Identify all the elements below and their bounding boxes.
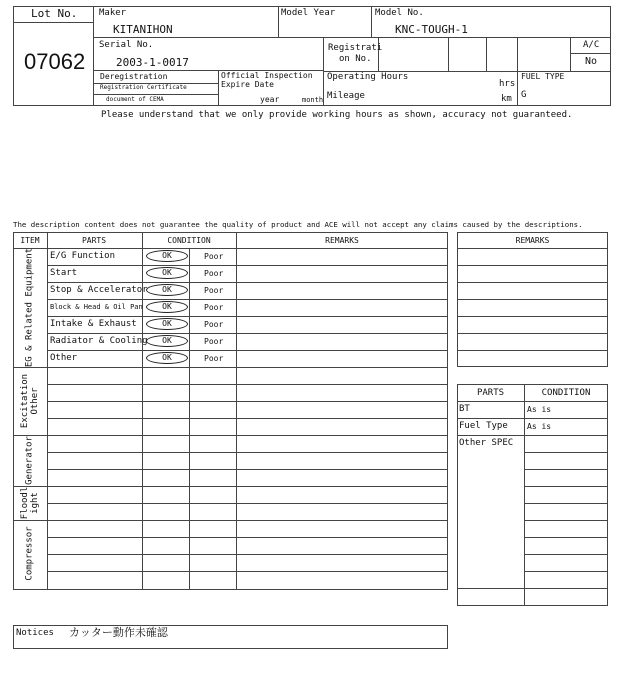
month-label: month bbox=[302, 96, 324, 104]
row-line bbox=[457, 350, 608, 351]
part-label: Stop & Accelerator bbox=[50, 285, 148, 295]
row-line bbox=[524, 571, 608, 572]
col-line bbox=[570, 37, 571, 71]
row-line bbox=[93, 94, 218, 95]
row-line bbox=[457, 401, 608, 402]
section-label: Generator bbox=[24, 435, 35, 485]
row-line bbox=[47, 537, 448, 538]
spec-condition: As is bbox=[527, 422, 552, 431]
row-line bbox=[47, 469, 448, 470]
spec-part: BT bbox=[459, 404, 470, 414]
row-line bbox=[47, 452, 448, 453]
row-line bbox=[524, 503, 608, 504]
header-line bbox=[457, 248, 608, 249]
row-line bbox=[47, 571, 448, 572]
part-label: Start bbox=[50, 268, 78, 278]
section-line bbox=[13, 486, 448, 487]
serial-label: Serial No. bbox=[99, 40, 154, 50]
spec-condition: As is bbox=[527, 405, 552, 414]
spec-part: Fuel Type bbox=[459, 421, 508, 431]
ok-mark[interactable]: OK bbox=[146, 284, 188, 296]
row-line bbox=[457, 435, 608, 436]
row-line bbox=[47, 299, 448, 300]
model-no-label: Model No. bbox=[375, 8, 424, 18]
model-no-value: KNC-TOUGH-1 bbox=[395, 23, 468, 36]
fuel-type-label: FUEL TYPE bbox=[521, 72, 565, 81]
part-label: Intake & Exhaust bbox=[50, 319, 137, 329]
maker-value: KITANIHON bbox=[113, 23, 173, 36]
poor-option[interactable]: Poor bbox=[204, 252, 224, 261]
ok-mark[interactable]: OK bbox=[146, 352, 188, 364]
section-label: Compressor bbox=[24, 526, 35, 581]
km-label: km bbox=[501, 94, 512, 104]
ok-mark[interactable]: OK bbox=[146, 301, 188, 313]
mileage-label: Mileage bbox=[327, 91, 365, 101]
col-line bbox=[278, 6, 279, 37]
registration-label-1: Registrati bbox=[328, 43, 383, 53]
row-line bbox=[457, 282, 608, 283]
part-label: E/G Function bbox=[50, 251, 116, 261]
row-line bbox=[47, 418, 448, 419]
row-line bbox=[93, 37, 611, 38]
inspection-label-2: Expire Date bbox=[221, 80, 274, 89]
col-line bbox=[323, 37, 324, 106]
poor-option[interactable]: Poor bbox=[204, 354, 224, 363]
part-label: Other bbox=[50, 353, 78, 363]
serial-value: 2003-1-0017 bbox=[116, 56, 189, 69]
row-line bbox=[47, 333, 448, 334]
row-line bbox=[524, 452, 608, 453]
row-line bbox=[47, 316, 448, 317]
hours-note: Please understand that we only provide working hours as shown, accuracy not guaranteed. bbox=[101, 110, 573, 120]
header-remarks: REMARKS bbox=[325, 236, 359, 245]
poor-option[interactable]: Poor bbox=[204, 269, 224, 278]
row-line bbox=[524, 486, 608, 487]
deregistration-label: Deregistration bbox=[100, 72, 168, 81]
section-line bbox=[13, 367, 448, 368]
registration-label-2: on No. bbox=[339, 54, 372, 64]
operating-hours-label: Operating Hours bbox=[327, 72, 409, 82]
ok-mark[interactable]: OK bbox=[146, 250, 188, 262]
part-label: Radiator & Cooling bbox=[50, 336, 148, 346]
row-line bbox=[570, 53, 611, 54]
header-condition: CONDITION bbox=[167, 236, 211, 245]
spec-part: Other SPEC bbox=[459, 438, 514, 448]
ok-mark[interactable]: OK bbox=[146, 318, 188, 330]
row-line bbox=[47, 401, 448, 402]
row-line bbox=[47, 350, 448, 351]
lot-label: Lot No. bbox=[31, 7, 78, 20]
ac-label: A/C bbox=[583, 40, 600, 50]
row-line bbox=[47, 265, 448, 266]
maker-label: Maker bbox=[99, 8, 127, 18]
row-line bbox=[457, 316, 608, 317]
col-line bbox=[486, 37, 487, 71]
notices-value: カッター動作未確認 bbox=[69, 626, 168, 639]
col-line bbox=[218, 70, 219, 106]
row-line bbox=[47, 384, 448, 385]
cema-label: document of CEMA bbox=[106, 96, 164, 103]
lot-number: 07062 bbox=[24, 49, 86, 74]
row-line bbox=[524, 554, 608, 555]
row-line bbox=[524, 537, 608, 538]
ok-mark[interactable]: OK bbox=[146, 335, 188, 347]
row-line bbox=[457, 418, 608, 419]
col-line bbox=[517, 37, 518, 106]
row-line bbox=[457, 588, 608, 589]
notices-label: Notices bbox=[16, 628, 54, 638]
row-line bbox=[524, 469, 608, 470]
col-line bbox=[448, 37, 449, 71]
year-label: year bbox=[260, 95, 280, 104]
col-line bbox=[371, 6, 372, 37]
header-parts: PARTS bbox=[81, 236, 107, 245]
row-line bbox=[457, 333, 608, 334]
row-line bbox=[47, 503, 448, 504]
hrs-label: hrs bbox=[499, 79, 516, 89]
row-line bbox=[524, 520, 608, 521]
poor-option[interactable]: Poor bbox=[204, 337, 224, 346]
lot-header-divider bbox=[13, 22, 93, 23]
ok-mark[interactable]: OK bbox=[146, 267, 188, 279]
inspection-label-1: Official Inspection bbox=[221, 71, 313, 80]
section-label: Floodl ight bbox=[20, 486, 40, 520]
poor-option[interactable]: Poor bbox=[204, 303, 224, 312]
header-line bbox=[13, 248, 448, 249]
model-year-label: Model Year bbox=[281, 8, 336, 18]
section-label: Excitation Other bbox=[20, 373, 40, 429]
section-label: EG & Related Equipment bbox=[24, 247, 35, 367]
row-line bbox=[47, 554, 448, 555]
registration-cert-label: Registration Certificate bbox=[100, 84, 187, 91]
poor-option[interactable]: Poor bbox=[204, 286, 224, 295]
description-note: The description content does not guarantee the quality of product and ACE will not accept any claims caused by the descriptions. bbox=[13, 220, 583, 229]
fuel-type-value: G bbox=[521, 90, 527, 100]
poor-option[interactable]: Poor bbox=[204, 320, 224, 329]
part-label: Block & Head & Oil Pan bbox=[50, 303, 143, 311]
section-line bbox=[13, 435, 448, 436]
row-line bbox=[457, 265, 608, 266]
row-line bbox=[47, 282, 448, 283]
header-item: ITEM bbox=[20, 236, 40, 245]
remarks-header: REMARKS bbox=[515, 236, 550, 245]
spec-header-parts: PARTS bbox=[476, 388, 505, 398]
row-line bbox=[457, 299, 608, 300]
spec-header-condition: CONDITION bbox=[541, 388, 591, 398]
ac-value: No bbox=[585, 56, 598, 67]
section-line bbox=[13, 520, 448, 521]
lot-divider bbox=[93, 6, 94, 106]
